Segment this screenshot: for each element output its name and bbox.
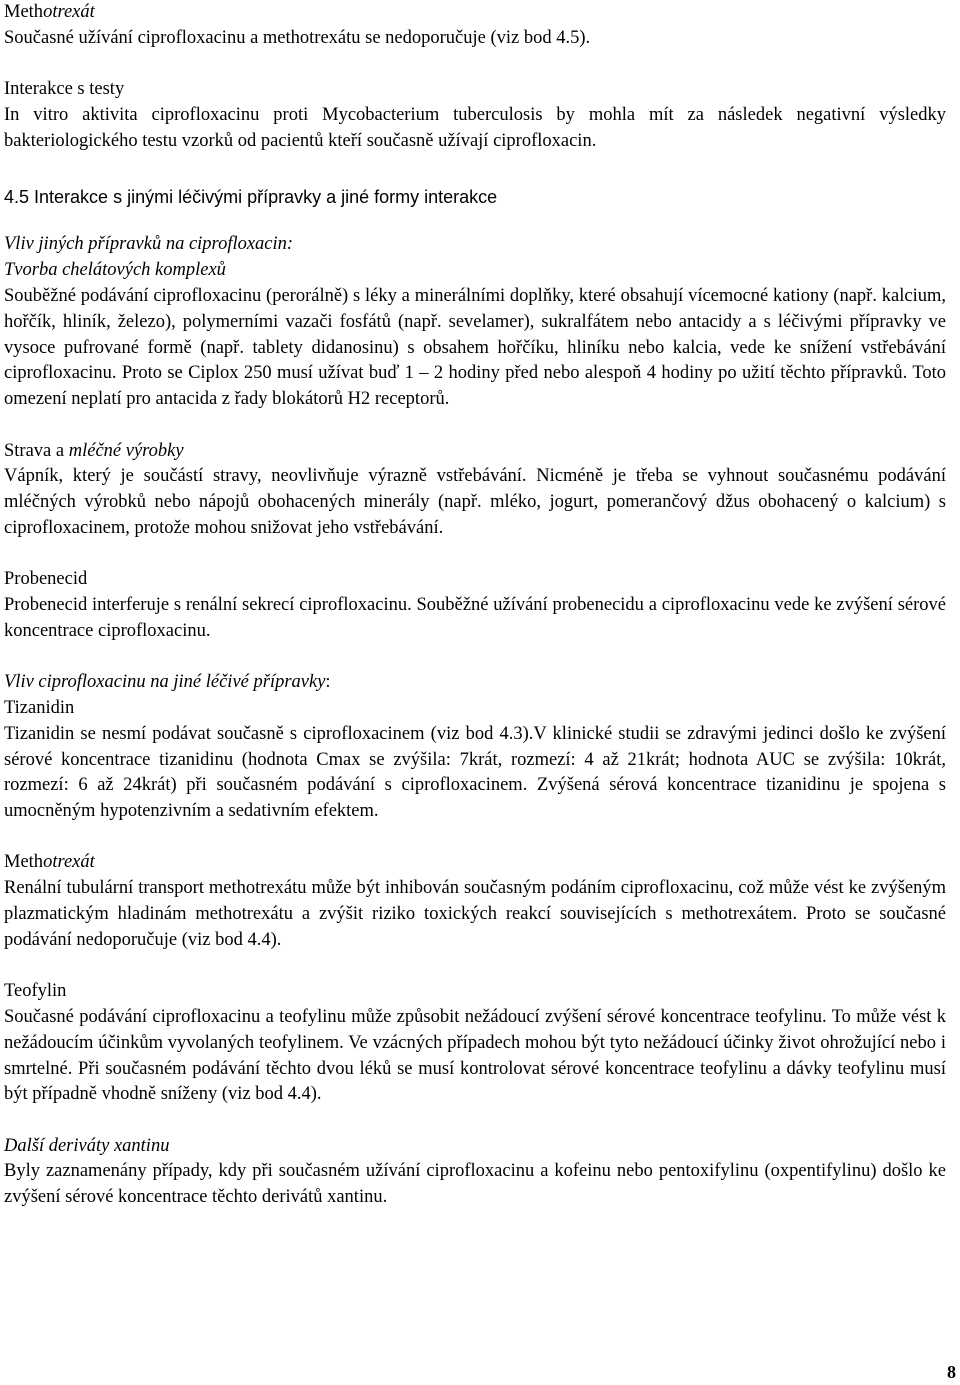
paragraph: Souběžné podávání ciprofloxacinu (perorálně) s léky a minerálními doplňky, které obsahují vícemocné kationy (např. kalcium, hořčík, hliník, železo), polymerními vazači fosfátů (např. sevelamer), sukralfátem nebo antacidy a s léčivými přípravky ve vysoce pufrované formě (např. tablety didanosinu) s obsahem hořčíku, hliníku nebo kalcia, vede ke snížení vstřebávání ciprofloxacinu. Proto se Ciplox 250 musí užívat buď 1 – 2 hodiny před nebo alespoň 4 hodiny po užití těchto přípravků. Toto omezení neplatí pro antacida z řady blokátorů H2 receptorů. [4, 286, 946, 410]
section-heading [4, 0, 946, 26]
document-page [4, 0, 946, 1211]
teofylin-section [4, 979, 946, 1108]
section-heading: Teofylin [4, 981, 67, 1002]
heading-italic-part: Vliv ciprofloxacinu na jiné léčivé přípravky [4, 672, 326, 693]
paragraph: Vápník, který je součástí stravy, neovlivňuje výrazně vstřebávání. Nicméně je třeba se vyhnout současnému podávání mléčných výrobků nebo nápojů obohacených minerály (např. mléko, jogurt, pomerančový džus obohacený o kalcium) s ciprofloxacinem, protože mohou snižovat jeho vstřebávání. [4, 466, 946, 538]
subsection-heading: Tvorba chelátových komplexů [4, 260, 226, 281]
section-heading [4, 439, 946, 465]
heading-italic-part: otrexát [43, 852, 95, 873]
heading-plain-part: Strava a [4, 440, 69, 461]
heading-italic-part: otrexát [43, 2, 95, 22]
paragraph: Současné užívání ciprofloxacinu a methotrexátu se nedoporučuje (viz bod 4.5). [4, 27, 591, 48]
xantin-section [4, 1134, 946, 1211]
heading-plain-part: Meth [4, 2, 44, 22]
interakce-testy-section [4, 77, 946, 154]
probenecid-section [4, 567, 946, 644]
paragraph: Renální tubulární transport methotrexátu může být inhibován současným podáním ciprofloxacinu, což může vést ke zvýšeným plazmatickým hladinám methotrexátu a zvýšit riziko toxických reakcí souvisejících s methotrexátem. Proto se současné podávání nedoporučuje (viz bod 4.4). [4, 878, 946, 950]
section-heading [4, 850, 946, 876]
heading-italic-part: mléčné výrobky [68, 440, 184, 461]
section-heading: Probenecid [4, 569, 88, 590]
paragraph: In vitro aktivita ciprofloxacinu proti Mycobacterium tuberculosis by mohla mít za následek negativní výsledky bakteriologického testu vzorků od pacientů kteří současně užívají ciprofloxacin. [4, 104, 946, 151]
heading-colon: : [325, 672, 331, 693]
page-number: 8 [947, 1362, 956, 1382]
section-heading [4, 670, 946, 696]
section-title: 4.5 Interakce s jinými léčivými přípravky a jiné formy interakce [4, 187, 498, 208]
methotrexat-section-1 [4, 0, 946, 52]
paragraph: Byly zaznamenány případy, kdy při současném užívání ciprofloxacinu a kofeinu nebo pentoxifylinu (oxpentifylinu) došlo ke zvýšení sérové koncentrace těchto derivátů xantinu. [4, 1161, 946, 1208]
paragraph: Probenecid interferuje s renální sekrecí ciprofloxacinu. Souběžné užívání probenecidu a ciprofloxacinu vede ke zvýšení sérové koncentrace ciprofloxacinu. [4, 595, 946, 641]
section-heading: Tizanidin [4, 697, 75, 718]
section-heading: Další deriváty xantinu [4, 1135, 170, 1156]
paragraph: Současné podávání ciprofloxacinu a teofylinu může způsobit nežádoucí zvýšení sérové koncentrace teofylinu. To může vést k nežádoucím účinkům vyvolaných teofylinem. Ve vzácných případech mohou být tyto nežádoucí účinky život ohrožující nebo i smrtelné. Při současném podávání těchto dvou léků se musí kontrolovat sérové koncentrace teofylinu a dávky teofylinu musí být případně vhodně sníženy (viz bod 4.4). [4, 1006, 946, 1105]
tizanidin-section [4, 696, 946, 825]
section-heading: Vliv jiných přípravků na ciprofloxacin: [4, 234, 294, 255]
vliv-cipro-section [4, 670, 946, 696]
paragraph: Tizanidin se nesmí podávat současně s ciprofloxacinem (viz bod 4.3).V klinické studii se zdravými jedinci došlo ke zvýšení sérové koncentrace tizanidinu (hodnota Cmax se zvýšila: 7krát, rozmezí: 4 až 21krát; hodnota AUC se zvýšila: 10krát, rozmezí: 6 až 24krát) při současném podávání s ciprofloxacinem. Zvýšená sérová koncentrace tizanidinu je spojena s umocněným hypotenzivním a sedativním efektem. [4, 723, 946, 822]
section-heading: Interakce s testy [4, 79, 125, 100]
strava-section [4, 439, 946, 542]
heading-plain-part: Meth [4, 852, 44, 873]
vliv-jinych-section [4, 232, 946, 413]
methotrexat-section-2 [4, 850, 946, 953]
